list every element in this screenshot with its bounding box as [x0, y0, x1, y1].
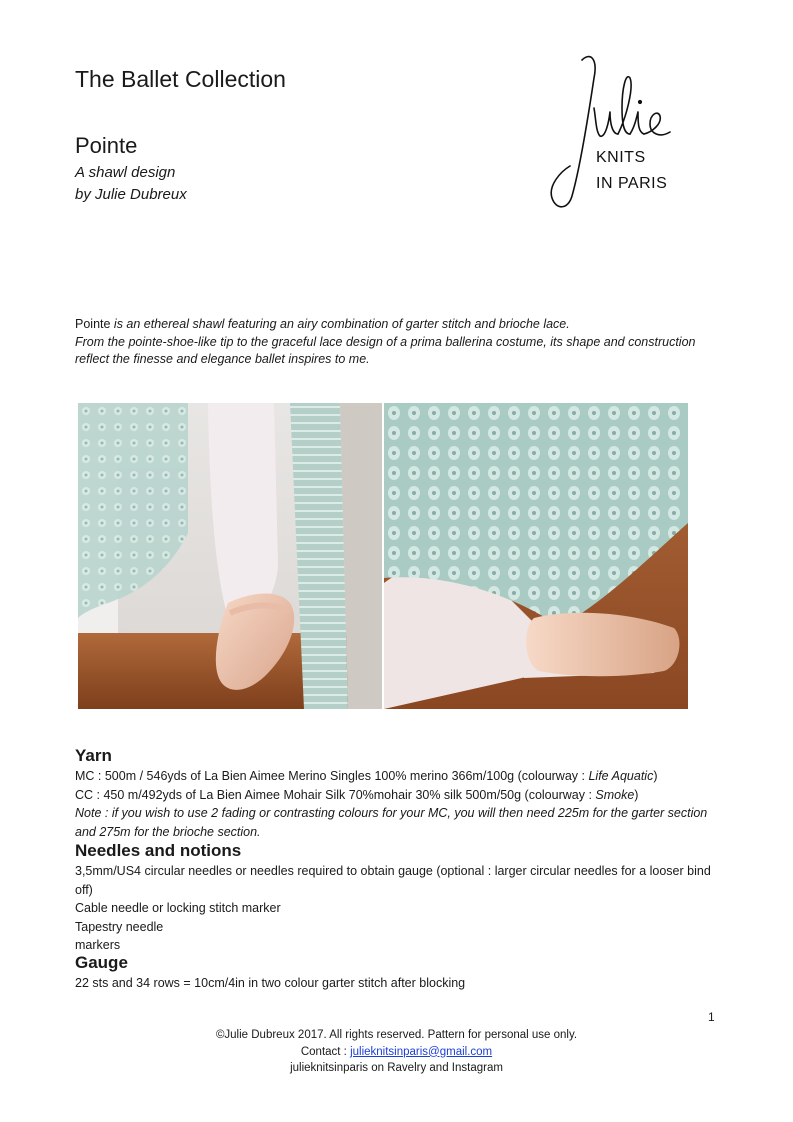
- collection-title: The Ballet Collection: [75, 66, 286, 92]
- gauge-text: 22 sts and 34 rows = 10cm/4in in two colour garter stitch after blocking: [75, 976, 466, 990]
- footer-contact: [0, 1044, 793, 1061]
- gauge-heading: Gauge: [75, 953, 128, 972]
- needles-item: Cable needle or locking stitch marker: [75, 901, 281, 915]
- pattern-title: Pointe: [75, 133, 138, 158]
- pattern-byline: by Julie Dubreux: [75, 186, 187, 203]
- page-number: 1: [708, 1010, 715, 1024]
- footer-social: julieknitsinparis on Ravelry and Instagram: [290, 1062, 503, 1074]
- intro-line-1: is an ethereal shawl featuring an airy combination of garter stitch and brioche lace.: [110, 317, 570, 331]
- needles-section: [75, 840, 725, 955]
- yarn-section: [75, 745, 725, 841]
- yarn-cc-close: ): [634, 787, 639, 802]
- needles-item: markers: [75, 938, 121, 952]
- yarn-cc-colour: Smoke: [595, 787, 635, 802]
- intro-paragraph: [75, 316, 725, 369]
- julie-knits-in-paris-logo: [530, 48, 690, 218]
- needles-heading: Needles and notions: [75, 841, 242, 860]
- footer-contact-label: Contact :: [300, 1045, 351, 1058]
- yarn-note: Note : if you wish to use 2 fading or contrasting colours for your MC, you will then need 225m for the garter section and 275m for the brioche section.: [75, 806, 708, 839]
- yarn-mc-close: ): [653, 769, 658, 783]
- ballet-pointe-shoe-photo: [78, 403, 382, 709]
- yarn-cc-text: CC : 450 m/492yds of La Bien Aimee Mohair Silk 70%mohair 30% silk 500m/50g (colourway :: [75, 787, 596, 802]
- intro-line-2: From the pointe-shoe-like tip to the graceful lace design of a prima ballerina costume, its shape and construction reflect the finesse and elegance ballet inspires to me.: [75, 334, 696, 366]
- logo-line-knits: KNITS: [596, 149, 646, 166]
- yarn-mc: [75, 767, 725, 786]
- gauge-section: [75, 952, 725, 993]
- needles-item: 3,5mm/US4 circular needles or needles required to obtain gauge (optional : larger circular needles for a looser bind off): [75, 864, 711, 897]
- footer: [0, 1027, 793, 1077]
- yarn-cc: [75, 786, 725, 805]
- shawl-lace-photo: [384, 403, 688, 709]
- footer-email-link[interactable]: julieknitsinparis@gmail.com: [350, 1045, 493, 1058]
- footer-copyright: ©Julie Dubreux 2017. All rights reserved. Pattern for personal use only.: [215, 1029, 578, 1041]
- pattern-subtitle: A shawl design: [75, 164, 176, 181]
- yarn-heading: Yarn: [75, 746, 112, 765]
- logo-line-in-paris: IN PARIS: [596, 175, 668, 192]
- yarn-mc-text: MC : 500m / 546yds of La Bien Aimee Merino Singles 100% merino 366m/100g (colourway :: [75, 769, 589, 783]
- intro-pattern-name: Pointe: [75, 317, 111, 331]
- needles-item: Tapestry needle: [75, 919, 164, 934]
- yarn-mc-colour: Life Aquatic: [588, 769, 654, 783]
